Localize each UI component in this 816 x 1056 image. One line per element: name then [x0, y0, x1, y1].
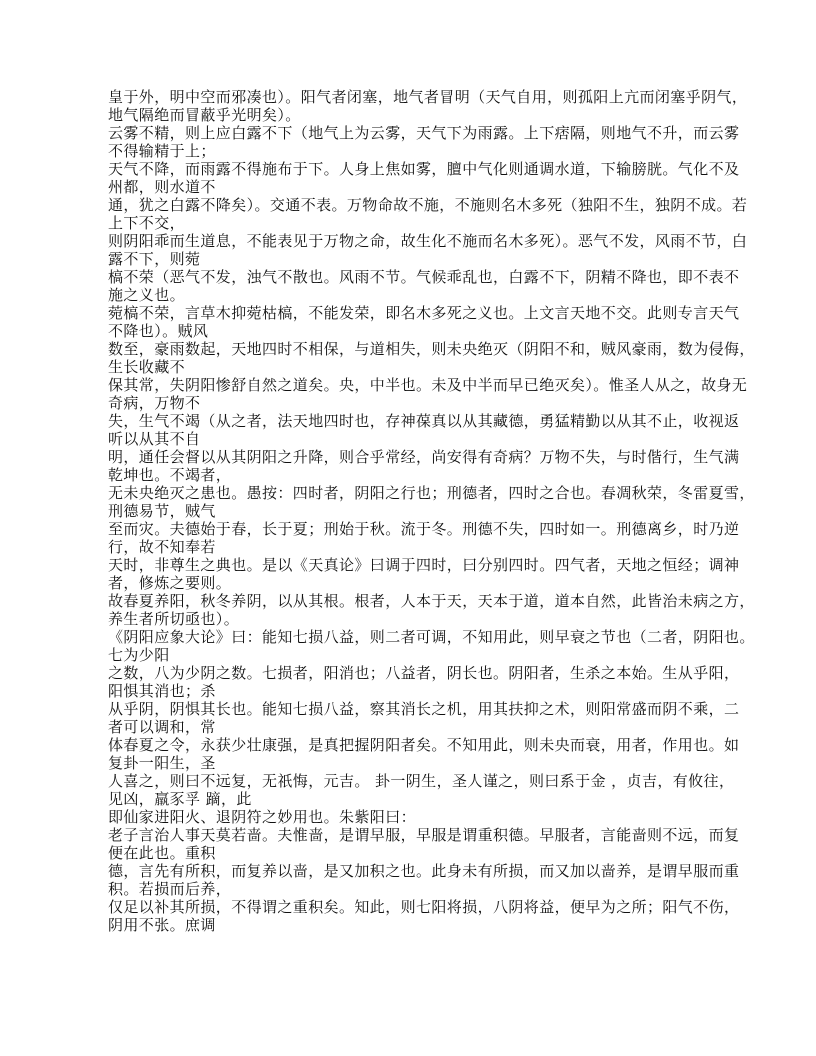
text-line: 故春夏养阳，秋冬养阴，以从其根。根者，人本于天，天本于道，道本自然，此皆治未病之方，	[108, 592, 755, 610]
document-page	[108, 88, 755, 952]
text-line: 即仙家进阳火、退阴符之妙用也。朱紫阳曰：	[108, 808, 417, 826]
text-line: 菀槁不荣，言草木抑菀枯槁，不能发荣，即名木多死之义也。上文言天地不交。此则专言天气	[108, 304, 740, 322]
text-line: 生长收藏不	[108, 358, 186, 376]
text-line: 者可以调和，常	[108, 718, 216, 736]
text-line: 不得输精于上；	[108, 142, 216, 160]
text-line: 行，故不知奉若	[108, 538, 216, 556]
text-line: 州都，则水道不	[108, 178, 216, 196]
text-line: 体春夏之令，永获少壮康强，是真把握阴阳者矣。不知用此，则未央而衰，用者，作用也。如	[108, 736, 740, 754]
text-line: 人喜之，则曰不远复，无祇悔，元吉。 卦一阴生，圣人谨之，则曰系于金 ，贞吉，有攸往，	[108, 772, 735, 790]
text-line: 听以从其不自	[108, 430, 201, 448]
text-line: 乾坤也。不竭者，	[108, 466, 232, 484]
text-line: 至而灾。夫德始于春，长于夏；刑始于秋。流于冬。刑德不失，四时如一。刑德离乡，时乃逆	[108, 520, 740, 538]
text-line: 刑德易节，贼气	[108, 502, 216, 520]
text-line: 见凶，羸豕孚 蹢，此	[108, 790, 252, 808]
text-line	[108, 934, 710, 952]
text-line: 保其常，失阴阳惨舒自然之道矣。央，中半也。未及中半而早已绝灭矣）。惟圣人从之，故身无	[108, 376, 748, 394]
text-line: 地气隔绝而冒蔽乎光明矣）。	[108, 106, 301, 124]
text-line: 云雾不精，则上应白露不下（地气上为云雾，天气下为雨露。上下痞隔，则地气不升，而云雾	[108, 124, 740, 142]
text-line: 失，生气不竭（从之者，法天地四时也，存神葆真以从其藏德，勇猛精勤以从其不止，收视返	[108, 412, 740, 430]
text-line: 者，修炼之要则。	[108, 574, 232, 592]
text-line: 七为少阳	[108, 646, 170, 664]
text-line: 阳惧其消也；杀	[108, 682, 216, 700]
text-line: 通，犹之白露不降矣）。交通不表。万物命故不施，不施则名木多死（独阳不生，独阴不成。若	[108, 196, 748, 214]
text-line: 德，言先有所积，而复养以啬，是又加积之也。此身未有所损，而又加以啬养，是谓早服而重	[108, 862, 740, 880]
text-line: 之数，八为少阴之数。七损者，阳消也；八益者，阴长也。阴阳者，生杀之本始。生从乎阳，	[108, 664, 740, 682]
text-line: 数至，豪雨数起，天地四时不相保，与道相失，则未央绝灭（阴阳不和，贼风豪雨，数为侵侮，	[108, 340, 755, 358]
text-line: 露不下，则菀	[108, 250, 201, 268]
text-line: 不降也）。贼风	[108, 322, 209, 340]
text-line: 天气不降，而雨露不得施布于下。人身上焦如雾，膻中气化则通调水道，下输膀胱。气化不及	[108, 160, 740, 178]
text-line: 养生者所切亟也）。	[108, 610, 240, 628]
text-line: 便在此也。重积	[108, 844, 216, 862]
text-line: 阴用不张。庶调	[108, 916, 216, 934]
text-line: 无未央绝灭之患也。愚按：四时者，阴阳之行也；刑德者，四时之合也。春凋秋荣，冬雷夏雪，	[108, 484, 755, 502]
text-line: 老子言治人事天莫若啬。夫惟啬，是谓早服，早服是谓重积德。早服者，言能啬则不远，而复	[108, 826, 740, 844]
text-line: 天时，非尊生之典也。是以《天真论》曰调于四时，曰分别四时。四气者，天地之恒经；调神	[108, 556, 740, 574]
text-line: 上下不交，	[108, 214, 186, 232]
text-line: 奇病，万物不	[108, 394, 201, 412]
text-line: 仅足以补其所损，不得谓之重积矣。知此，则七阳将损，八阴将益，便早为之所；阳气不伤，	[108, 898, 740, 916]
text-line: 积。若损而后养，	[108, 880, 232, 898]
text-line: 则阴阳乖而生道息，不能表见于万物之命，故生化不施而名木多死）。恶气不发，风雨不节，白	[108, 232, 748, 250]
text-line: 明，通任会督以从其阴阳之升降，则合乎常经，尚安得有奇病？万物不失，与时偕行，生气满	[108, 448, 740, 466]
text-line: 施之义也。	[108, 286, 186, 304]
text-line: 《阴阳应象大论》曰：能知七损八益，则二者可调，不知用此，则早衰之节也（二者，阴阳也。	[108, 628, 755, 646]
text-line: 从乎阴，阴惧其长也。能知七损八益，察其消长之机，用其扶抑之术，则阳常盛而阴不乘，二	[108, 700, 740, 718]
text-line: 复卦一阳生，圣	[108, 754, 216, 772]
text-line: 槁不荣（恶气不发，浊气不散也。风雨不节。气候乖乱也，白露不下，阴精不降也，即不表不	[108, 268, 740, 286]
text-line: 皇于外，明中空而邪凑也）。阳气者闭塞，地气者冒明（天气自用，则孤阳上亢而闭塞乎阴气，	[108, 88, 748, 106]
